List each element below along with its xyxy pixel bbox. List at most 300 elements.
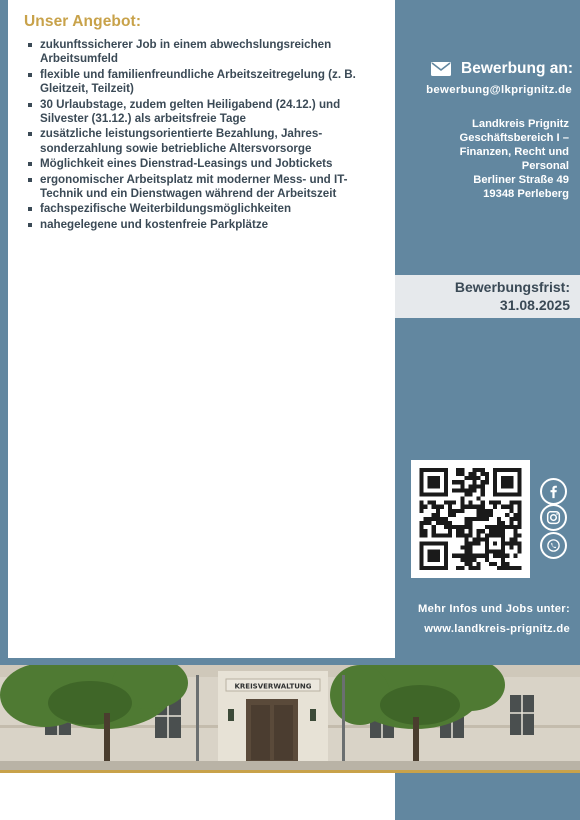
qr-module <box>432 513 436 517</box>
qr-module <box>464 550 468 554</box>
qr-module <box>517 480 521 484</box>
qr-module <box>473 517 477 521</box>
qr-module <box>493 492 497 496</box>
qr-code[interactable] <box>411 460 530 578</box>
qr-module <box>448 509 452 513</box>
qr-module <box>428 554 432 558</box>
qr-module <box>440 505 444 509</box>
qr-module <box>477 476 481 480</box>
qr-module <box>420 488 424 492</box>
qr-module <box>501 566 505 570</box>
qr-module <box>428 517 432 521</box>
qr-module <box>473 505 477 509</box>
qr-module <box>477 497 481 501</box>
qr-module <box>460 558 464 562</box>
deadline-label: Bewerbungsfrist: <box>454 279 570 295</box>
facebook-icon[interactable] <box>540 478 567 505</box>
qr-module <box>420 533 424 537</box>
qr-module <box>460 525 464 529</box>
qr-module <box>424 517 428 521</box>
qr-module <box>420 529 424 533</box>
qr-module <box>485 509 489 513</box>
qr-module <box>481 492 485 496</box>
qr-module <box>424 521 428 525</box>
qr-module <box>493 472 497 476</box>
qr-module <box>473 468 477 472</box>
qr-module <box>509 484 513 488</box>
qr-module <box>420 468 424 472</box>
qr-module <box>481 513 485 517</box>
qr-module <box>485 558 489 562</box>
qr-module <box>444 501 448 505</box>
qr-module <box>464 541 468 545</box>
qr-module <box>509 468 513 472</box>
qr-module <box>432 501 436 505</box>
qr-module <box>464 521 468 525</box>
qr-code-icon <box>419 468 522 570</box>
qr-module <box>509 480 513 484</box>
qr-module <box>432 558 436 562</box>
qr-module <box>444 550 448 554</box>
qr-module <box>468 472 472 476</box>
qr-module <box>489 525 493 529</box>
qr-module <box>448 505 452 509</box>
qr-module <box>436 550 440 554</box>
qr-module <box>501 476 505 480</box>
qr-module <box>517 492 521 496</box>
qr-module <box>493 488 497 492</box>
qr-module <box>432 525 436 529</box>
offer-title: Unser Angebot: <box>24 13 142 30</box>
qr-module <box>477 562 481 566</box>
address-line: Finanzen, Recht und <box>459 146 569 158</box>
list-item: zukunftssicherer Job in einem abwechslungsreichen Arbeitsumfeld <box>24 38 386 67</box>
qr-module <box>493 501 497 505</box>
qr-module <box>485 480 489 484</box>
qr-module <box>456 488 460 492</box>
qr-module <box>493 505 497 509</box>
qr-module <box>477 505 481 509</box>
qr-module <box>501 550 505 554</box>
qr-module <box>420 554 424 558</box>
qr-module <box>517 488 521 492</box>
qr-module <box>460 554 464 558</box>
envelope-icon <box>431 62 451 76</box>
qr-module <box>477 529 481 533</box>
list-item: ergonomischer Arbeitsplatz mit moderner Mess- und IT-Technik und ein Dienstwagen während der Arbeitszeit <box>24 173 386 202</box>
qr-module <box>489 501 493 505</box>
qr-module <box>448 501 452 505</box>
qr-module <box>452 488 456 492</box>
qr-module <box>509 537 513 541</box>
qr-module <box>436 484 440 488</box>
qr-module <box>432 550 436 554</box>
qr-module <box>501 541 505 545</box>
qr-module <box>485 525 489 529</box>
qr-module <box>489 513 493 517</box>
qr-module <box>444 541 448 545</box>
qr-module <box>432 517 436 521</box>
qr-module <box>497 521 501 525</box>
qr-module <box>501 480 505 484</box>
qr-module <box>513 525 517 529</box>
qr-module <box>428 550 432 554</box>
qr-module <box>436 492 440 496</box>
qr-module <box>468 517 472 521</box>
qr-module <box>493 476 497 480</box>
qr-module <box>444 488 448 492</box>
instagram-icon[interactable] <box>540 504 567 531</box>
qr-module <box>501 521 505 525</box>
qr-module <box>452 554 456 558</box>
application-email[interactable]: bewerbung@lkprignitz.de <box>426 84 572 96</box>
qr-module <box>505 480 509 484</box>
qr-module <box>432 529 436 533</box>
qr-module <box>464 546 468 550</box>
qr-module <box>468 484 472 488</box>
qr-module <box>436 476 440 480</box>
qr-module <box>420 501 424 505</box>
qr-module <box>452 501 456 505</box>
qr-module <box>501 554 505 558</box>
application-heading-label: Bewerbung an: <box>461 60 573 77</box>
qr-module <box>473 566 477 570</box>
qr-module <box>477 554 481 558</box>
qr-module <box>420 480 424 484</box>
qr-module <box>460 509 464 513</box>
qr-module <box>497 550 501 554</box>
qr-module <box>497 529 501 533</box>
qr-module <box>460 566 464 570</box>
qr-module <box>428 492 432 496</box>
qr-module <box>473 554 477 558</box>
qr-module <box>473 541 477 545</box>
qr-module <box>436 480 440 484</box>
qr-module <box>444 472 448 476</box>
qr-module <box>436 509 440 513</box>
qr-module <box>501 537 505 541</box>
qr-module <box>432 492 436 496</box>
qr-module <box>424 468 428 472</box>
qr-module <box>477 484 481 488</box>
qr-module <box>505 505 509 509</box>
qr-module <box>460 546 464 550</box>
qr-module <box>477 513 481 517</box>
qr-module <box>464 476 468 480</box>
qr-module <box>468 533 472 537</box>
qr-module <box>420 476 424 480</box>
qr-module <box>481 488 485 492</box>
list-item: nahegelegene und kostenfreie Parkplätze <box>24 218 386 232</box>
qr-module <box>517 533 521 537</box>
qr-module <box>428 480 432 484</box>
qr-module <box>424 505 428 509</box>
qr-module <box>448 525 452 529</box>
whatsapp-icon[interactable] <box>540 532 567 559</box>
qr-module <box>485 476 489 480</box>
qr-module <box>468 541 472 545</box>
qr-module <box>460 533 464 537</box>
website-link[interactable]: www.landkreis-prignitz.de <box>424 623 570 635</box>
qr-module <box>501 468 505 472</box>
qr-module <box>444 521 448 525</box>
more-info-label: Mehr Infos und Jobs unter: <box>418 603 570 615</box>
qr-module <box>420 546 424 550</box>
qr-module <box>473 537 477 541</box>
qr-module <box>517 476 521 480</box>
qr-module <box>460 529 464 533</box>
building-photo <box>0 665 580 770</box>
qr-module <box>473 488 477 492</box>
qr-module <box>473 558 477 562</box>
qr-module <box>505 566 509 570</box>
deadline-band <box>395 275 580 318</box>
qr-module <box>509 509 513 513</box>
list-item: fachspezifische Weiterbildungsmöglichkeiten <box>24 202 386 216</box>
qr-module <box>436 517 440 521</box>
qr-module <box>477 533 481 537</box>
offer-panel <box>8 0 395 658</box>
qr-module <box>517 525 521 529</box>
qr-module <box>501 484 505 488</box>
address-block <box>410 117 569 201</box>
qr-module <box>501 558 505 562</box>
qr-module <box>436 554 440 558</box>
qr-module <box>444 476 448 480</box>
qr-module <box>460 472 464 476</box>
qr-module <box>517 468 521 472</box>
qr-module <box>473 480 477 484</box>
qr-module <box>444 562 448 566</box>
qr-module <box>432 554 436 558</box>
qr-module <box>444 517 448 521</box>
qr-module <box>420 505 424 509</box>
qr-module <box>493 554 497 558</box>
qr-module <box>452 525 456 529</box>
qr-module <box>460 505 464 509</box>
qr-module <box>493 480 497 484</box>
qr-module <box>517 521 521 525</box>
qr-module <box>481 505 485 509</box>
qr-module <box>517 566 521 570</box>
qr-module <box>452 480 456 484</box>
qr-module <box>464 537 468 541</box>
address-line: Geschäftsbereich I – <box>459 132 569 144</box>
qr-module <box>509 476 513 480</box>
qr-module <box>420 509 424 513</box>
qr-module <box>493 525 497 529</box>
qr-module <box>440 521 444 525</box>
qr-module <box>440 566 444 570</box>
qr-module <box>440 533 444 537</box>
qr-module <box>460 497 464 501</box>
qr-module <box>424 541 428 545</box>
address-line: Personal <box>521 160 569 172</box>
qr-module <box>509 546 513 550</box>
qr-module <box>456 509 460 513</box>
qr-module <box>489 550 493 554</box>
qr-module <box>481 537 485 541</box>
qr-module <box>513 501 517 505</box>
qr-module <box>481 480 485 484</box>
qr-module <box>505 468 509 472</box>
qr-module <box>517 501 521 505</box>
qr-module <box>464 562 468 566</box>
qr-module <box>505 484 509 488</box>
qr-module <box>493 562 497 566</box>
qr-module <box>481 484 485 488</box>
qr-module <box>477 541 481 545</box>
qr-module <box>477 509 481 513</box>
qr-module <box>464 505 468 509</box>
qr-module <box>424 566 428 570</box>
deadline-date: 31.08.2025 <box>499 297 570 313</box>
qr-module <box>440 492 444 496</box>
qr-module <box>432 468 436 472</box>
qr-module <box>505 554 509 558</box>
qr-module <box>513 533 517 537</box>
qr-module <box>489 529 493 533</box>
qr-module <box>497 468 501 472</box>
qr-module <box>444 546 448 550</box>
qr-module <box>509 566 513 570</box>
qr-module <box>485 517 489 521</box>
qr-module <box>509 525 513 529</box>
qr-module <box>420 541 424 545</box>
bottom-white-area <box>0 773 395 820</box>
qr-module <box>468 492 472 496</box>
bottom-blue-area <box>395 773 580 820</box>
qr-module <box>485 554 489 558</box>
qr-module <box>513 554 517 558</box>
qr-module <box>420 566 424 570</box>
qr-module <box>509 517 513 521</box>
qr-module <box>464 517 468 521</box>
qr-module <box>481 509 485 513</box>
qr-module <box>464 525 468 529</box>
qr-module <box>468 476 472 480</box>
qr-module <box>473 476 477 480</box>
qr-module <box>468 521 472 525</box>
qr-module <box>489 562 493 566</box>
qr-module <box>489 509 493 513</box>
qr-module <box>477 537 481 541</box>
qr-module <box>420 472 424 476</box>
building-sign: KREISVERWALTUNG <box>234 682 312 691</box>
qr-module <box>513 541 517 545</box>
qr-module <box>440 517 444 521</box>
qr-module <box>436 513 440 517</box>
qr-module <box>428 566 432 570</box>
qr-module <box>493 484 497 488</box>
qr-module <box>448 533 452 537</box>
qr-module <box>456 525 460 529</box>
qr-module <box>468 501 472 505</box>
qr-module <box>485 533 489 537</box>
qr-module <box>456 533 460 537</box>
list-item: Möglichkeit eines Dienstrad-Leasings und Jobtickets <box>24 157 386 171</box>
qr-module <box>460 501 464 505</box>
list-item: 30 Urlaubstage, zudem gelten Heiligabend (24.12.) und Silvester (31.12.) als arbeitsfreie Tage <box>24 98 386 127</box>
qr-module <box>452 509 456 513</box>
qr-module <box>428 501 432 505</box>
qr-module <box>517 550 521 554</box>
qr-module <box>497 533 501 537</box>
address-line: 19348 Perleberg <box>483 188 569 200</box>
address-line: Berliner Straße 49 <box>473 174 569 186</box>
qr-module <box>444 484 448 488</box>
list-item: flexible und familienfreundliche Arbeitszeitregelung (z. B. Gleitzeit, Teilzeit) <box>24 68 386 97</box>
qr-module <box>448 521 452 525</box>
qr-module <box>517 472 521 476</box>
qr-module <box>436 541 440 545</box>
qr-module <box>473 484 477 488</box>
application-heading <box>408 60 573 78</box>
offer-list <box>24 38 386 233</box>
qr-module <box>436 505 440 509</box>
qr-module <box>456 566 460 570</box>
qr-module <box>440 468 444 472</box>
qr-module <box>477 566 481 570</box>
qr-module <box>468 550 472 554</box>
qr-module <box>481 468 485 472</box>
qr-module <box>420 562 424 566</box>
qr-module <box>468 525 472 529</box>
qr-module <box>505 541 509 545</box>
qr-module <box>428 468 432 472</box>
qr-module <box>517 517 521 521</box>
qr-module <box>432 476 436 480</box>
qr-module <box>460 468 464 472</box>
qr-module <box>424 533 428 537</box>
qr-module <box>448 529 452 533</box>
qr-module <box>513 529 517 533</box>
qr-module <box>513 517 517 521</box>
qr-module <box>501 533 505 537</box>
qr-module <box>460 480 464 484</box>
qr-module <box>517 484 521 488</box>
qr-module <box>501 505 505 509</box>
qr-module <box>464 492 468 496</box>
qr-module <box>444 468 448 472</box>
qr-module <box>517 546 521 550</box>
qr-module <box>497 501 501 505</box>
qr-module <box>428 541 432 545</box>
qr-module <box>513 513 517 517</box>
qr-module <box>420 550 424 554</box>
qr-module <box>428 558 432 562</box>
qr-module <box>468 505 472 509</box>
qr-module <box>517 509 521 513</box>
qr-module <box>505 476 509 480</box>
qr-module <box>436 566 440 570</box>
qr-module <box>452 513 456 517</box>
qr-module <box>485 541 489 545</box>
qr-module <box>456 472 460 476</box>
qr-module <box>456 468 460 472</box>
qr-module <box>485 537 489 541</box>
qr-module <box>497 525 501 529</box>
qr-module <box>436 558 440 562</box>
qr-module <box>468 562 472 566</box>
qr-module <box>485 513 489 517</box>
qr-module <box>420 492 424 496</box>
qr-module <box>464 488 468 492</box>
qr-module <box>517 513 521 517</box>
qr-module <box>481 472 485 476</box>
qr-module <box>468 529 472 533</box>
qr-module <box>517 541 521 545</box>
